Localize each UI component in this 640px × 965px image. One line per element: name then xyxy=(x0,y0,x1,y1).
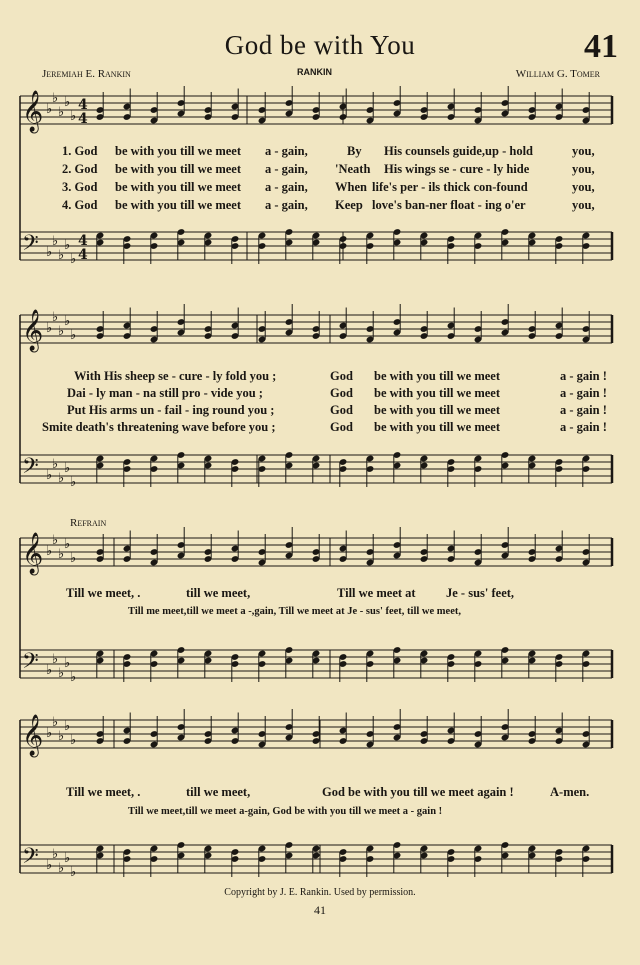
flat-icon: ♭ xyxy=(52,310,59,325)
lyric-text: a - gain ! xyxy=(560,369,607,383)
flat-icon: ♭ xyxy=(64,851,71,866)
lyric-text: Keep xyxy=(335,198,363,212)
flat-icon: ♭ xyxy=(46,544,53,559)
lyric-text: God xyxy=(330,369,353,383)
lyric-text: Till we meet,till we meet a-gain, God be with you till we meet a - gain ! xyxy=(128,806,443,817)
lyric-text: a - gain ! xyxy=(560,403,607,417)
flat-icon: ♭ xyxy=(64,95,71,110)
bass-clef-icon: 𝄢 xyxy=(22,454,39,484)
time-signature: 4 xyxy=(78,247,88,263)
flat-icon: ♭ xyxy=(46,663,53,678)
flat-icon: ♭ xyxy=(58,861,65,876)
lyric-text: be with you till we meet xyxy=(374,403,501,417)
lyric-text: Till we meet at xyxy=(337,586,416,600)
flat-icon: ♭ xyxy=(52,715,59,730)
treble-clef-icon: 𝄞 xyxy=(22,91,44,132)
lyric-text: till we meet, xyxy=(186,785,251,799)
flat-icon: ♭ xyxy=(70,328,77,343)
refrain-label: Refrain xyxy=(70,517,107,529)
lyric-text: Dai - ly man - na still pro - vide you ; xyxy=(67,386,263,400)
lyric-text: till we meet, xyxy=(186,586,251,600)
flat-icon: ♭ xyxy=(46,726,53,741)
lyric-text: With His sheep se - cure - ly fold you ; xyxy=(74,369,277,383)
flat-icon: ♭ xyxy=(52,847,59,862)
flat-icon: ♭ xyxy=(70,733,77,748)
flat-icon: ♭ xyxy=(58,248,65,263)
lyric-text: life's per - ils thick con-found xyxy=(372,180,528,194)
page-number: 41 xyxy=(314,903,326,917)
flat-icon: ♭ xyxy=(58,471,65,486)
treble-clef-icon: 𝄞 xyxy=(22,310,44,351)
lyric-text: By xyxy=(347,144,362,158)
flat-icon: ♭ xyxy=(58,666,65,681)
lyric-text: God xyxy=(330,403,353,417)
flat-icon: ♭ xyxy=(46,858,53,873)
flat-icon: ♭ xyxy=(64,238,71,253)
flat-icon: ♭ xyxy=(64,461,71,476)
lyric-text: 1. God xyxy=(62,144,98,158)
flat-icon: ♭ xyxy=(52,457,59,472)
hymn-number: 41 xyxy=(584,28,618,65)
tune-name: RANKIN xyxy=(297,67,332,77)
lyric-text: be with you till we meet xyxy=(115,198,242,212)
lyric-text: Till we meet, . xyxy=(66,785,141,799)
lyric-text: you, xyxy=(572,180,595,194)
bass-clef-icon: 𝄢 xyxy=(22,844,39,874)
lyric-text: His wings se - cure - ly hide xyxy=(384,162,530,176)
lyric-text: a - gain, xyxy=(265,144,308,158)
lyric-text: you, xyxy=(572,162,595,176)
lyric-text: you, xyxy=(572,198,595,212)
lyric-text: Till we meet, . xyxy=(66,586,141,600)
flat-icon: ♭ xyxy=(64,537,71,552)
lyric-text: Je - sus' feet, xyxy=(446,586,515,600)
flat-icon: ♭ xyxy=(46,468,53,483)
flat-icon: ♭ xyxy=(64,656,71,671)
flat-icon: ♭ xyxy=(52,91,59,106)
treble-clef-icon: 𝄞 xyxy=(22,715,44,756)
lyric-text: 'Neath xyxy=(335,162,371,176)
flat-icon: ♭ xyxy=(52,533,59,548)
music-credit: William G. Tomer xyxy=(515,68,600,80)
flat-icon: ♭ xyxy=(64,314,71,329)
flat-icon: ♭ xyxy=(46,321,53,336)
lyric-text: Put His arms un - fail - ing round you ; xyxy=(67,403,275,417)
treble-clef-icon: 𝄞 xyxy=(22,533,44,574)
lyric-text: a - gain, xyxy=(265,162,308,176)
hymn-title: God be with You xyxy=(224,30,416,60)
lyric-text: a - gain ! xyxy=(560,420,607,434)
lyric-text: be with you till we meet xyxy=(115,180,242,194)
lyric-text: 4. God xyxy=(62,198,98,212)
lyric-text: love's ban-ner float - ing o'er xyxy=(372,198,526,212)
time-signature: 4 xyxy=(78,97,88,113)
flat-icon: ♭ xyxy=(58,324,65,339)
time-signature: 4 xyxy=(78,233,88,249)
flat-icon: ♭ xyxy=(70,475,77,490)
flat-icon: ♭ xyxy=(52,652,59,667)
flat-icon: ♭ xyxy=(58,729,65,744)
lyric-text: God xyxy=(330,386,353,400)
lyric-text: God xyxy=(330,420,353,434)
lyric-text: 3. God xyxy=(62,180,98,194)
lyric-text: a - gain, xyxy=(265,198,308,212)
lyric-text: a - gain ! xyxy=(560,386,607,400)
lyric-text: When xyxy=(335,180,367,194)
copyright-notice: Copyright by J. E. Rankin. Used by permission. xyxy=(224,887,416,898)
lyric-text: God be with you till we meet again ! xyxy=(322,785,514,799)
lyric-text: Till me meet,till we meet a -,gain, Till we meet at Je - sus' feet, till we meet, xyxy=(128,606,461,617)
lyric-text: you, xyxy=(572,144,595,158)
flat-icon: ♭ xyxy=(46,102,53,117)
flat-icon: ♭ xyxy=(70,865,77,880)
flat-icon: ♭ xyxy=(52,234,59,249)
lyric-text: be with you till we meet xyxy=(374,420,501,434)
flat-icon: ♭ xyxy=(58,547,65,562)
bass-clef-icon: 𝄢 xyxy=(22,231,39,261)
flat-icon: ♭ xyxy=(46,245,53,260)
system-3-staves xyxy=(0,512,640,697)
words-credit: Jeremiah E. Rankin xyxy=(42,68,131,80)
flat-icon: ♭ xyxy=(70,252,77,267)
lyric-text: be with you till we meet xyxy=(115,144,242,158)
flat-icon: ♭ xyxy=(70,670,77,685)
bass-clef-icon: 𝄢 xyxy=(22,649,39,679)
time-signature: 4 xyxy=(78,111,88,127)
lyric-text: His counsels guide,up - hold xyxy=(384,144,534,158)
flat-icon: ♭ xyxy=(64,719,71,734)
lyric-text: be with you till we meet xyxy=(374,386,501,400)
lyric-text: Smite death's threatening wave before you ; xyxy=(42,420,276,434)
lyric-text: A-men. xyxy=(550,785,590,799)
lyric-text: be with you till we meet xyxy=(374,369,501,383)
lyric-text: be with you till we meet xyxy=(115,162,242,176)
flat-icon: ♭ xyxy=(70,109,77,124)
lyric-text: a - gain, xyxy=(265,180,308,194)
lyric-text: 2. God xyxy=(62,162,98,176)
flat-icon: ♭ xyxy=(70,551,77,566)
flat-icon: ♭ xyxy=(58,105,65,120)
